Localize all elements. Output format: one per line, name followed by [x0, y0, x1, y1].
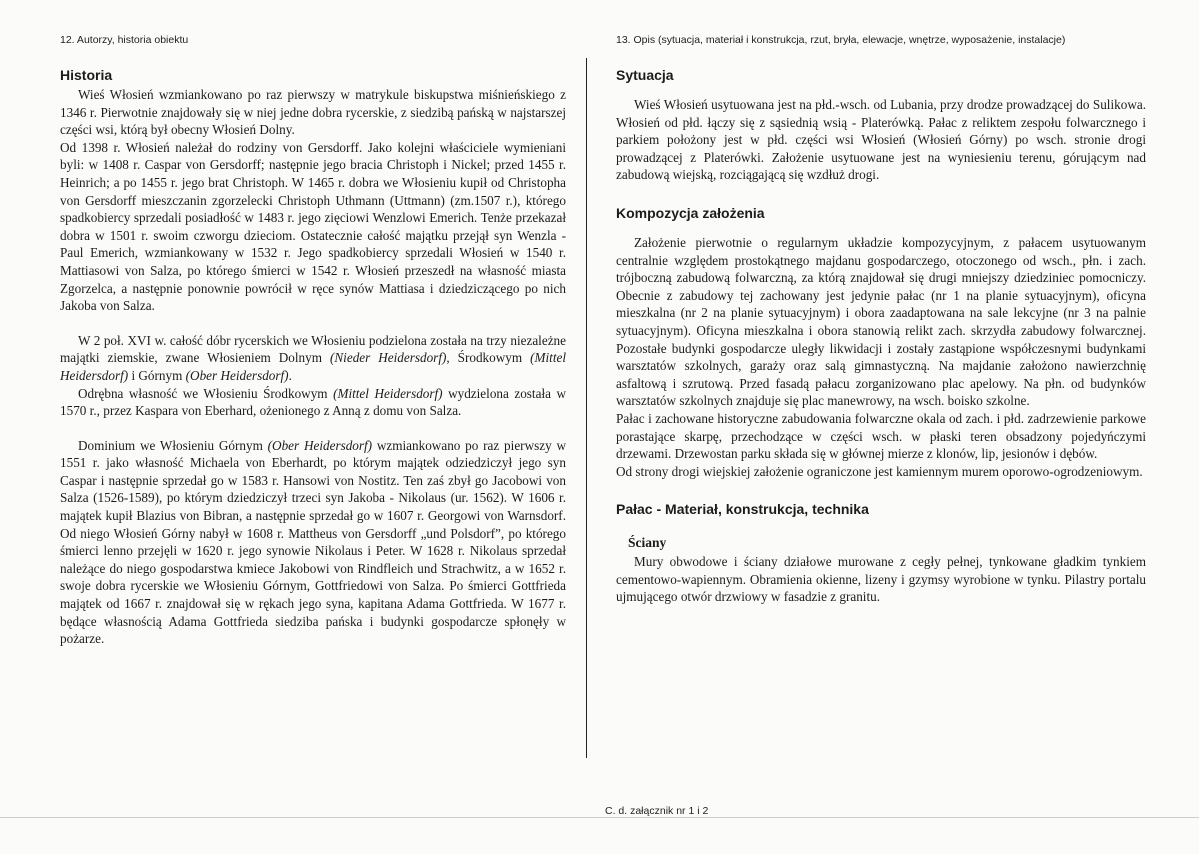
- history-paragraph-3: W 2 poł. XVI w. całość dóbr rycerskich we Włosieniu podzielona została na trzy niezależne majątki ziemskie, zwane Włosieniem Dolnym (Nieder Heidersdorf), Środkowym (Mittel Heidersdorf) i Górnym (Ober Heidersdorf).: [60, 332, 566, 383]
- history-paragraph-1: Wieś Włosień wzmiankowano po raz pierwszy w matrykule biskupstwa miśnieńskiego z 1346 r. Pierwotnie znajdowały się w niej jedne dobra rycerskie, z siedzibą pańską w najstarszej części wsi, którą był obecny Włosień Dolny.: [60, 87, 566, 138]
- section-13-header: 13. Opis (sytuacja, materiał i konstrukcja, rzut, bryła, elewacje, wnętrze, wyposażenie, instalacje): [616, 34, 1066, 46]
- composition-paragraph-1: Założenie pierwotnie o regularnym układzie kompozycyjnym, z pałacem usytuowanym centralnie względem prostokątnego majdanu gospodarczego, otoczonego od wsch., płn. i zach. trójboczną zabudową folwarczną, za którą znajdował się drugi mniejszy dziedziniec pomocniczy. Obecnie z zabudowy tej zachowany jest jedynie pałac (nr 1 na planie sytuacyjnym), oficyna mieszkalna (nr 2 na planie sytuacyjnym) i obora zaadaptowana na sale lekcyjne (nr 3 na palnie sytuacyjnym). Oficyna mieszkalna i obora stanowią relikt zach. skrzydła zabudowy folwarcznej. Pozostałe budynki gospodarcze uległy likwidacji i zostały zastąpione współczesnymi budynkami warsztatów szkolnych, garaży oraz salą gimnastyczną. Na majdanie założono nawierzchnię asfaltową i szrutową. Przed fasadą pałacu zorganizowano plac apelowy. Na płn. od budynków warsztatów szkolnych znajduje się plac manewrowy, na wsch. boisko szkolne.: [616, 234, 1146, 409]
- history-paragraph-2: Od 1398 r. Włosień należał do rodziny von Gersdorff. Jako kolejni właściciele wymieniani byli: w 1408 r. Caspar von Gersdorff; następnie jego bracia Christoph i Nickel; przed 1455 r. Heinrich; a po 1455 r. jego brat Christoph. W 1465 r. dobra we Włosieniu kupił od Christopha von Gersdorff mieszczanin zgorzelecki Christoph Uthmann (Uttmann) (zm.1507 r.), którego spadkobiercy sprzedali posiadłość w 1483 r. jego zięciowi Wenzlowi Emerich. Tenże przekazał dobra w 1501 r. swoim czworgu dzieciom. Ostatecznie całość majątku przejął syn Wenzla - Paul Emerich, wzmiankowany w 1532 r. Jego spadkobiercy sprzedali Włosień w 1540 r. Mattiasowi von Salza, po którego śmierci w 1542 r. Włosień przeszedł na własność miasta Zgorzelca, a następnie ponownie powrócił w ręce synów Mattiasa i dziedziczącego po nich Jakoba von Salza.: [60, 139, 566, 314]
- page-bottom-edge: [0, 817, 1199, 818]
- walls-subheading: Ściany: [628, 535, 667, 551]
- description-column: [616, 64, 1146, 606]
- section-12-header: 12. Autorzy, historia obiektu: [60, 34, 189, 46]
- history-column: [60, 64, 566, 648]
- palace-heading: Pałac - Materiał, konstrukcja, technika: [616, 501, 869, 518]
- history-heading: Historia: [60, 67, 113, 83]
- history-paragraph-4: Odrębna własność we Włosieniu Środkowym (Mittel Heidersdorf) wydzielona została w 1570 r., przez Kaspara von Eberhard, ożenionego z Anną z domu von Salza.: [60, 385, 566, 419]
- attachment-note: C. d. załącznik nr 1 i 2: [605, 805, 709, 817]
- walls-paragraph: Mury obwodowe i ściany działowe murowane z cegły pełnej, tynkowane gładkim tynkiem cementowo-wapiennym. Obramienia okienne, lizeny i gzymsy wyrobione w tynku. Pilastry portalu ujmującego otwór drzwiowy w fasadzie z granitu.: [616, 554, 1146, 605]
- composition-heading: Kompozycja założenia: [616, 204, 765, 221]
- composition-paragraph-2: Pałac i zachowane historyczne zabudowania folwarczne okala od zach. i płd. zadrzewienie parkowe porastające skarpę, przechodzące w części wsch. w płaski teren obsadzony pojedyńczymi drzewami. Drzewostan parku składa się w głównej mierze z klonów, lip, jesionów i dębów.: [616, 410, 1146, 462]
- situation-paragraph: Wieś Włosień usytuowana jest na płd.-wsch. od Lubania, przy drodze prowadzącej do Sulikowa. Włosień od płd. łączy się z sąsiednią wsią - Platerówką. Pałac z reliktem zespołu folwarcznego i parkiem położony jest w płd. części wsi Włosień (Włosień Górny) po wsch. stronie drogi prowadzącej z Platerówki. Założenie usytuowane jest na wyniesieniu terenu, górującym nad zabudową wiejską, rozciągającą się wzdłuż drogi.: [616, 97, 1146, 183]
- history-paragraph-5: Dominium we Włosieniu Górnym (Ober Heidersdorf) wzmiankowano po raz pierwszy w 1551 r. jako własność Michaela von Eberhardt, po którym majątek odziedziczył jego syn Caspar i następnie sprzedał go w 1583 r. Hansowi von Nostitz. Ten zaś zbył go Jacobowi von Salza (1526-1589), po którym dziedziczył trzeci syn Jakoba - Nikolaus (ur. 1562). W 1606 r. majątek kupił Blazius von Bibran, a następnie sprzedał go w 1607 r. Georgowi von Warnsdorf. Od niego Włosień Górny nabył w 1608 r. Mattheus von Gersdorff „und Polsdorf”, po którego śmierci lenno przejęli w 1620 r. jego synowie Nikolaus i Peter. W 1628 r. Nikolaus sprzedał należące do niego gospodarstwa kmiece Jakobowi von Rindfleich und Strachwitz, a w 1652 r. swoje dobra rycerskie we Włosieniu Górnym, Gottfriedowi von Salza. Po śmierci Gottfrieda majątek od 1667 r. znajdował się w rękach jego syna, kapitana Adama Gottfrieda. W 1677 r. będące własnością Adama Gottfrieda siedziba pańska i budynki gospodarcze spłonęły w pożarze.: [60, 437, 566, 647]
- situation-heading: Sytuacja: [616, 67, 674, 83]
- composition-paragraph-3: Od strony drogi wiejskiej założenie ograniczone jest kamiennym murem oporowo-ogrodzeniowym.: [616, 463, 1143, 479]
- column-divider: [586, 58, 587, 758]
